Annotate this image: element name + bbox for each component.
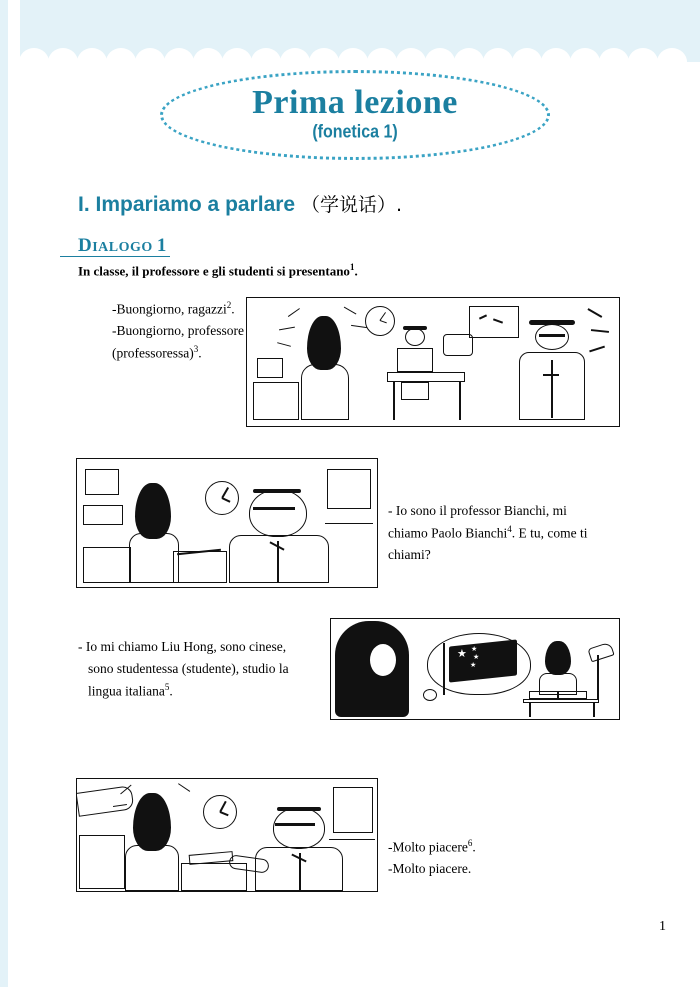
professor-hair [277, 807, 321, 811]
balloon-1-line-3-text: (professoressa) [112, 345, 194, 361]
page-number: 1 [659, 919, 666, 934]
professor-head [273, 807, 325, 849]
desk-leg [459, 382, 461, 420]
lesson-title-block [160, 70, 550, 160]
balloon-3-line-1: - Io mi chiamo Liu Hong, sono cinese, [78, 639, 287, 654]
section-roman: I. [78, 193, 90, 216]
balloon-1-line-3-end: . [198, 345, 202, 361]
section-heading-text: Impariamo a parlare [95, 193, 296, 216]
student-body [301, 364, 349, 420]
scallop-edge [0, 48, 700, 62]
balloon-2-line-3: chiami? [388, 547, 431, 563]
seated-student-hair [403, 326, 427, 330]
action-line [344, 307, 357, 315]
lamp-shade [587, 642, 614, 663]
professor-glasses [539, 334, 565, 337]
page-title: Prima lezione [252, 84, 458, 121]
seated-student-head [405, 328, 425, 346]
decorative-top-band [0, 0, 700, 62]
classroom-greeting-panel [246, 297, 620, 427]
balloon-text-2 [388, 500, 618, 566]
decorative-left-stripe-inner [8, 0, 20, 987]
balloon-3-line-3-end: . [169, 683, 173, 699]
footnote-marker-1: 1 [349, 262, 355, 272]
tie-line [543, 374, 559, 376]
balloon-2-line-2 [388, 522, 618, 544]
reading-student-hair [545, 641, 571, 675]
student-dark-hair [133, 793, 171, 851]
footnote-marker-6: 6 [467, 838, 473, 848]
balloon-4-line-1 [388, 836, 588, 858]
chinese-flag [449, 639, 517, 682]
lamp-stem [597, 655, 599, 699]
footnote-marker-3: 3 [193, 344, 199, 355]
dialogo-label [78, 235, 167, 257]
balloon-text-4 [388, 836, 588, 880]
balloon-3-line-3-text: lingua italiana [88, 683, 165, 699]
student-body [129, 533, 179, 583]
lectern [173, 551, 227, 583]
balloon-4-line-1-text: -Molto piacere [388, 839, 468, 855]
professor-head [249, 489, 307, 537]
thought-bubble-small [423, 689, 437, 701]
jacket-line [551, 360, 553, 418]
section-heading [78, 190, 402, 217]
desk-leg [593, 703, 595, 717]
monitor-sketch [443, 334, 473, 356]
professor-glasses [275, 823, 315, 826]
flag-stars: ★ [470, 661, 477, 669]
handshake-panel [76, 778, 378, 892]
student-face [369, 643, 397, 677]
balloon-1-line-1-end: . [231, 301, 235, 317]
dialogo-number: 1 [156, 235, 167, 256]
balloon-3-line-2: sono studentessa (studente), studio la [88, 660, 289, 676]
shelf-sketch [83, 505, 123, 525]
poster-sketch [85, 469, 119, 495]
action-line [279, 327, 295, 331]
balloon-text-3 [78, 636, 328, 702]
book-spine [557, 691, 559, 699]
flag-stars: ★ [473, 653, 480, 661]
dialogo-intro-text: In classe, il professore e gli studenti si presentano [78, 263, 350, 279]
footnote-marker-4: 4 [507, 523, 512, 534]
professor-body [229, 535, 329, 583]
student-introduction-panel [330, 618, 620, 720]
desk-top [387, 372, 465, 382]
section-heading-chinese: （学说话）. [300, 194, 402, 216]
footnote-marker-5: 5 [164, 681, 170, 692]
dialogo-intro [78, 262, 358, 279]
flag-stars: ★ [471, 645, 478, 653]
dialogo-intro-end: . [354, 263, 358, 279]
action-line [589, 346, 605, 352]
balloon-2-line-2-end: . E tu, come ti [511, 525, 588, 541]
front-desk [79, 835, 125, 889]
action-line [178, 783, 190, 792]
balloon-3-line-3 [78, 680, 328, 702]
balloon-4-line-1-end: . [472, 839, 476, 855]
professor-introduction-panel [76, 458, 378, 588]
front-desk [83, 547, 131, 583]
wall-line [329, 839, 375, 840]
balloon-1-line-2: -Buongiorno, professore [112, 323, 244, 339]
balloon-1-line-1-text: -Buongiorno, ragazzi [112, 301, 227, 317]
study-desk [523, 699, 599, 703]
student-dark-hair [135, 483, 171, 539]
action-line [277, 342, 291, 347]
monitor-left [257, 358, 283, 378]
desk-drawer [401, 382, 429, 400]
action-line [288, 308, 300, 317]
footnote-marker-2: 2 [226, 300, 232, 310]
page-subtitle: (fonetica 1) [312, 122, 398, 143]
professor-hair [253, 489, 301, 493]
board-right [327, 469, 371, 509]
action-line [591, 329, 609, 332]
action-line [588, 308, 603, 317]
board-right [333, 787, 373, 833]
front-desk [253, 382, 299, 420]
flag-stars: ★ [457, 647, 467, 660]
balloon-2-line-2-text: chiamo Paolo Bianchi [388, 525, 508, 541]
action-line [351, 325, 367, 329]
dialogo-word: IALOGO [92, 240, 153, 255]
wall-line [325, 523, 373, 524]
professor-head [535, 324, 569, 350]
flag-pole [443, 643, 445, 695]
balloon-4-line-2: -Molto piacere. [388, 861, 472, 877]
professor-glasses [253, 507, 295, 510]
desk-leg [529, 703, 531, 717]
desk-leg [393, 382, 395, 420]
seated-student-body [397, 348, 433, 372]
student-body [125, 845, 179, 891]
student-dark-hair [307, 316, 341, 370]
balloon-2-line-1: - Io sono il professor Bianchi, mi [388, 503, 567, 518]
dialogo-initial: D [78, 235, 93, 256]
blackboard-sketch [469, 306, 519, 338]
